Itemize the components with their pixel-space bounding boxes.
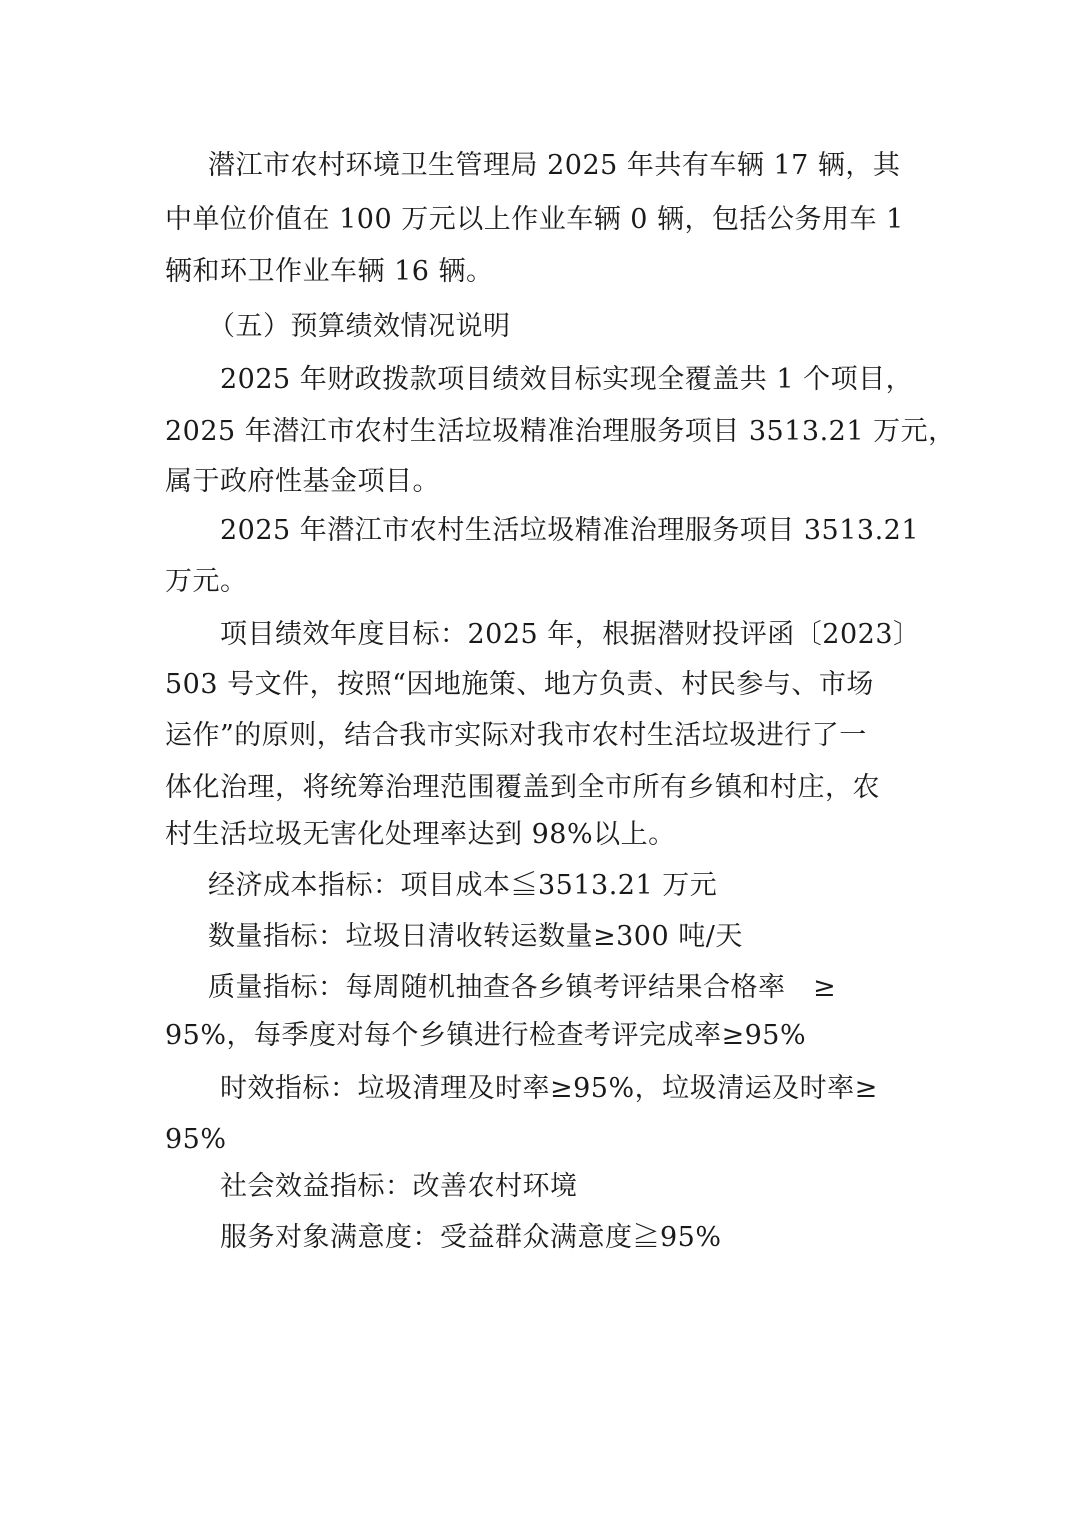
cost-indicator: 经济成本指标：项目成本≦3513.21 万元 (208, 870, 718, 901)
paragraph-vehicles-line-2: 中单位价值在 100 万元以上作业车辆 0 辆，包括公务用车 1 (165, 204, 904, 235)
timeliness-indicator-line-2: 95% (165, 1124, 227, 1155)
timeliness-indicator-line-1: 时效指标：垃圾清理及时率≥95%，垃圾清运及时率≥ (220, 1073, 878, 1104)
paragraph-coverage-line-1: 2025 年财政拨款项目绩效目标实现全覆盖共 1 个项目， (220, 364, 914, 395)
paragraph-coverage-line-3: 属于政府性基金项目。 (165, 466, 440, 497)
paragraph-annual-goal-line-4: 体化治理，将统筹治理范围覆盖到全市所有乡镇和村庄，农 (165, 772, 880, 803)
paragraph-annual-goal-line-1: 项目绩效年度目标：2025 年，根据潜财投评函〔2023〕 (220, 619, 921, 650)
paragraph-annual-goal-line-3: 运作”的原则，结合我市实际对我市农村生活垃圾进行了一 (165, 720, 867, 751)
social-benefit-indicator: 社会效益指标：改善农村环境 (220, 1171, 578, 1202)
paragraph-coverage-line-2: 2025 年潜江市农村生活垃圾精准治理服务项目 3513.21 万元， (165, 416, 956, 447)
paragraph-vehicles-line-1: 潜江市农村环境卫生管理局 2025 年共有车辆 17 辆，其 (208, 150, 901, 181)
quantity-indicator: 数量指标：垃圾日清收转运数量≥300 吨/天 (208, 921, 743, 952)
satisfaction-indicator: 服务对象满意度：受益群众满意度≧95% (220, 1222, 722, 1253)
quality-indicator-line-1: 质量指标：每周随机抽查各乡镇考评结果合格率 ≥ (208, 972, 837, 1003)
paragraph-project-line-1: 2025 年潜江市农村生活垃圾精准治理服务项目 3513.21 (220, 515, 920, 546)
paragraph-vehicles-line-3: 辆和环卫作业车辆 16 辆。 (165, 256, 494, 287)
paragraph-annual-goal-line-2: 503 号文件，按照“因地施策、地方负责、村民参与、市场 (165, 669, 874, 700)
paragraph-project-line-2: 万元。 (165, 566, 248, 597)
quality-indicator-line-2: 95%，每季度对每个乡镇进行检查考评完成率≥95% (165, 1020, 807, 1051)
paragraph-annual-goal-line-5: 村生活垃圾无害化处理率达到 98%以上。 (165, 819, 676, 850)
section-heading: （五）预算绩效情况说明 (208, 311, 511, 342)
